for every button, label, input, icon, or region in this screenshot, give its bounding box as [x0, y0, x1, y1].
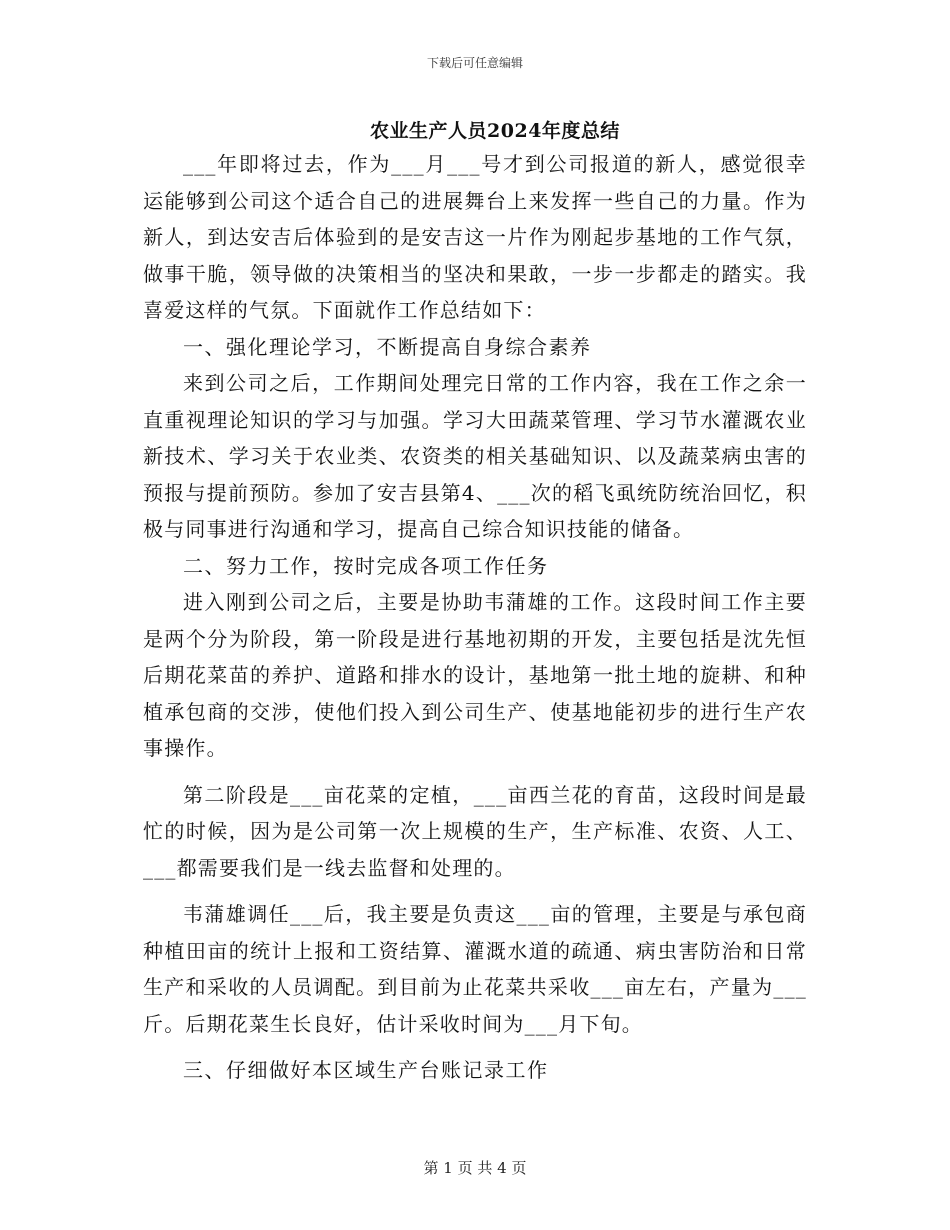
page-number: 第 1 页 共 4 页 [423, 1159, 527, 1177]
paragraph-intro: ___年即将过去，作为___月___号才到公司报道的新人，感觉很幸运能够到公司这个适合自己的进展舞台上来发挥一些自己的力量。作为新人，到达安吉后体验到的是安吉这一片作为刚起步基地的工作气氛，做事干脆，领导做的决策相当的坚决和果敢，一步一步都走的踏实。我喜爱这样的气氛。下面就作工作总结如下： [143, 152, 807, 322]
paragraph-management: 韦蒲雄调任___后，我主要是负责这___亩的管理，主要是与承包商种植田亩的统计上报和工资结算、灌溉水道的疏通、病虫害防治和日常生产和采收的人员调配。到目前为止花菜共采收___亩左右，产量为___斤。后期花菜生长良好，估计采收时间为___月下旬。 [143, 902, 807, 1036]
section-heading-2: 二、努力工作，按时完成各项工作任务 [183, 553, 549, 578]
page-header-note: 下载后可任意编辑 [426, 56, 523, 70]
document-title: 农业生产人员2024年度总结 [370, 120, 620, 142]
paragraph-work-phase-2: 第二阶段是___亩花菜的定植，___亩西兰花的育苗，这段时间是最忙的时候，因为是公司第一次上规模的生产，生产标准、农资、人工、___都需要我们是一线去监督和处理的。 [143, 782, 807, 880]
document-body [143, 146, 807, 1089]
section-heading-3: 三、仔细做好本区域生产台账记录工作 [183, 1058, 549, 1082]
paragraph-work-phase-1: 进入刚到公司之后，主要是协助韦蒲雄的工作。这段时间工作主要是两个分为阶段，第一阶段是进行基地初期的开发，主要包括是沈先恒后期花菜苗的养护、道路和排水的设计，基地第一批土地的旋耕、和种植承包商的交涉，使他们投入到公司生产、使基地能初步的进行生产农事操作。 [143, 590, 807, 760]
paragraph-study: 来到公司之后，工作期间处理完日常的工作内容，我在工作之余一直重视理论知识的学习与加强。学习大田蔬菜管理、学习节水灌溉农业新技术、学习关于农业类、农资类的相关基础知识、以及蔬菜病虫害的预报与提前预防。参加了安吉县第4、___次的稻飞虱统防统治回忆，积极与同事进行沟通和学习，提高自己综合知识技能的储备。 [143, 371, 807, 541]
section-heading-1: 一、强化理论学习，不断提高自身综合素养 [183, 334, 592, 359]
